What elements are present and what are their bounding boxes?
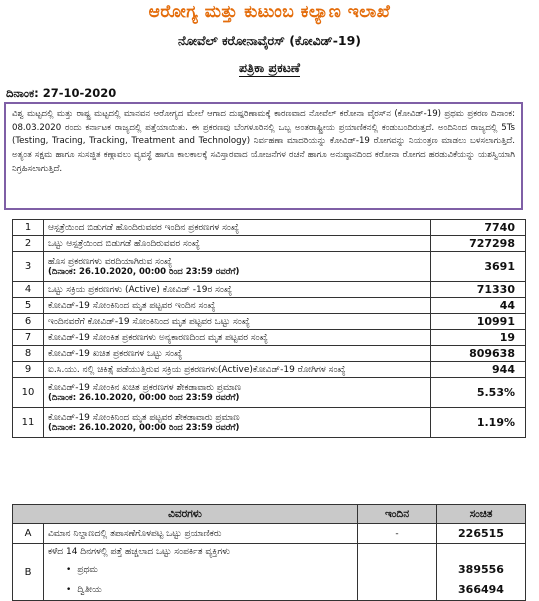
stats-row [13,236,526,252]
stats-row-label-text: ಇಂದಿನವರೆಗೆ ಕೋವಿಡ್-19 ಸೋಂಕಿನಿಂದ ಮೃತ ಪಟ್ಟವರ ಒಟ್ಟು ಸಂಖ್ಯೆ [48,316,250,327]
details-item-primary-total: 389556 [458,563,504,576]
stats-row-value: 5.53% [431,378,526,408]
stats-row-number: 1 [13,220,44,236]
details-header-row [13,505,526,524]
stats-row-label [44,408,431,438]
details-header-cumulative: ಸಂಚಿತ [437,505,526,524]
stats-row-value: 71330 [431,282,526,298]
details-row-key: A [13,524,44,544]
stats-table-body [13,220,526,438]
intro-paragraph: ವಿಶ್ವ ಮಟ್ಟದಲ್ಲಿ ಮತ್ತು ರಾಷ್ಟ್ರ ಮಟ್ಟದಲ್ಲಿ ಮಾನವನ ಆರೋಗ್ಯದ ಮೇಲೆ ಆಗಾದ ದುಷ್ಪರಿಣಾಮಕ್ಕೆ ಕಾರಣವಾದ ನೋವೆಲ್ ಕರೋನಾ ವೈರಸ್‌ನ (ಕೋವಿಡ್-19) ಪ್ರಥಮ ಪ್ರಕರಣ ದಿನಾಂಕ: 08.03.2020 ರಂದು ಕರ್ನಾಟಕ ರಾಜ್ಯದಲ್ಲಿ ಪತ್ತೆಯಾಯಿತು. ಈ ಪ್ರಕರಣವು ಬೆಂಗಳೂರಿನಲ್ಲಿ ಒಬ್ಬ ಅಂತರಾಷ್ಟ್ರೀಯ ಪ್ರಯಾಣಿಕನಲ್ಲಿ ಕಂಡುಬಂದಿರುತ್ತದೆ. ಅಂದಿನಿಂದ ರಾಜ್ಯದಲ್ಲಿ 5Ts (Testing, Tracing, Tracking, Treatment and Technology) ನಿರ್ವಹಣಾ ಮಾದರಿಯನ್ನು ಕೋವಿಡ್-19 ರೋಗವನ್ನು ನಿಯಂತ್ರಣ ಮಾಡಲು ಬಳಸಲಾಗುತ್ತಿದೆ. ಅತ್ಯಂತ ಸಕ್ಷಮ ಹಾಗೂ ಸುಸಜ್ಜಿತ ಕಣ್ಗಾವಲು ವ್ಯವಸ್ಥೆ ಹಾಗೂ ಕಾಲಕಾಲಕ್ಕೆ ಸವಿಸ್ತಾರವಾದ ಯೋಜನೆಗಳ ರಚನೆ ಹಾಗೂ ಅನುಷ್ಠಾನದಿಂದ ಕರೋನಾ ರೋಗದ ಹರಡುವಿಕೆಯನ್ನು ಯಶಸ್ವಿಯಾಗಿ ನಿಗ್ರಹಿಸಲಾಗುತ್ತಿದೆ. [4,102,523,210]
stats-row-label-text: ಒಟ್ಟು ಸಕ್ರಿಯ ಪ್ರಕರಣಗಳು (Active) ಕೋವಿಡ್ -19ರ ಸಂಖ್ಯೆ [48,284,233,295]
stats-row-number: 3 [13,252,44,282]
document-type [0,60,539,76]
stats-row-number: 10 [13,378,44,408]
stats-row-value: 7740 [431,220,526,236]
stats-row-label [44,314,431,330]
details-row-a [13,524,526,544]
stats-row-label-text: ಕೋವಿಡ್-19 ಸೋಂಕಿನಿಂದ ಮೃತ ಪಟ್ಟವರ ಇಂದಿನ ಸಂಖ್ಯೆ [48,300,216,311]
release-date: ದಿನಾಂಕ: 27-10-2020 [6,86,117,100]
stats-row-number: 11 [13,408,44,438]
stats-row-date-range: (ದಿನಾಂಕ: 26.10.2020, 00:00 ರಿಂದ 23:59 ರವರೆಗೆ) [48,266,240,277]
stats-row [13,362,526,378]
stats-row-number: 4 [13,282,44,298]
stats-row-label [44,346,431,362]
stats-row-label-text: ಐ.ಸಿ.ಯು. ನಲ್ಲಿ ಚಿಕಿತ್ಸೆ ಪಡೆಯುತ್ತಿರುವ ಸಕ್ರಿಯ ಪ್ರಕರಣಗಳು(Active)ಕೋವಿಡ್-19 ರೋಗಿಗಳ ಸಂಖ್ಯೆ [48,364,346,375]
stats-row-label-text: ಒಟ್ಟು ಆಸ್ಪತ್ರೆಯಿಂದ ಬಿಡುಗಡೆ ಹೊಂದಿರುವವರ ಸಂಖ್ಯೆ [48,238,200,249]
stats-row-number: 2 [13,236,44,252]
stats-row-date-range: (ದಿನಾಂಕ: 26.10.2020, 00:00 ರಿಂದ 23:59 ರವರೆಗೆ) [48,392,240,403]
details-row-label [44,544,358,601]
details-item-primary: • ಪ್ರಥಮ [48,560,353,580]
stats-row-number: 5 [13,298,44,314]
stats-row [13,252,526,282]
stats-row-label [44,282,431,298]
stats-row-label [44,362,431,378]
stats-row [13,282,526,298]
details-table [12,504,526,601]
stats-row-number: 9 [13,362,44,378]
stats-row-number: 6 [13,314,44,330]
details-row-b [13,544,526,601]
stats-row [13,346,526,362]
stats-row-label-text: ಕೋವಿಡ್-19 ಖಚಿತ ಪ್ರಕರಣಗಳ ಒಟ್ಟು ಸಂಖ್ಯೆ [48,348,183,359]
stats-row [13,330,526,346]
stats-row-label-text: ಕೋವಿಡ್-19 ಸೋಂಕಿನಿಂದ ಮೃತ ಪಟ್ಟವರ ಶೇಕಡಾವಾರು ಪ್ರಮಾಣ [48,412,240,423]
stats-row-label [44,252,431,282]
stats-row [13,378,526,408]
stats-row-number: 8 [13,346,44,362]
stats-row-label-text: ಕೋವಿಡ್-19 ಸೋಂಕಿನ ಖಚಿತ ಪ್ರಕರಣಗಳ ಶೇಕಡಾವಾರು ಪ್ರಮಾಣ [48,382,242,393]
stats-row-date-range: (ದಿನಾಂಕ: 26.10.2020, 00:00 ರಿಂದ 23:59 ರವರೆಗೆ) [48,422,240,433]
stats-table [12,219,526,438]
details-row-b-title: ಕಳೆದ 14 ದಿನಗಳಲ್ಲಿ ಪತ್ತೆ ಹಚ್ಚಲಾದ ಒಟ್ಟು ಸಂಪರ್ಕಿತ ವ್ಯಕ್ತಿಗಳು [48,547,230,557]
stats-row-value: 809638 [431,346,526,362]
details-row-today: - [358,524,437,544]
stats-row-value: 944 [431,362,526,378]
details-row-label: ವಿಮಾನ ನಿಲ್ದಾಣದಲ್ಲಿ ತಪಾಸಣೆಗೊಳಪಟ್ಟ ಒಟ್ಟು ಪ್ರಯಾಣಿಕರು [44,524,358,544]
stats-row-value: 44 [431,298,526,314]
document-type-label: ಪತ್ರಿಕಾ ಪ್ರಕಟಣೆ [238,60,300,75]
details-row-today [358,544,437,601]
stats-row-number: 7 [13,330,44,346]
stats-row-value: 19 [431,330,526,346]
stats-row-label-text: ಕೋವಿಡ್-19 ಸೋಂಕಿತ ಪ್ರಕರಣಗಳು ಅನ್ಯಕಾರಣದಿಂದ ಮೃತ ಪಟ್ಟವರ ಸಂಖ್ಯೆ [48,332,268,343]
stats-row-label [44,220,431,236]
stats-row-value: 10991 [431,314,526,330]
subject-title: ನೋವೆಲ್ ಕರೋನಾವೈರಸ್ (ಕೋವಿಡ್-19) [178,33,361,48]
details-item-secondary: • ದ್ವಿತೀಯ [48,580,353,600]
stats-row-label-text: ಆಸ್ಪತ್ರೆಯಿಂದ ಬಿಡುಗಡೆ ಹೊಂದಿರುವವರ ಇಂದಿನ ಪ್ರಕರಣಗಳ ಸಂಖ್ಯೆ [48,222,240,233]
details-header-description: ವಿವರಗಳು [13,505,358,524]
stats-row-label-text: ಹೊಸ ಪ್ರಕರಣಗಳು ವರದಿಯಾಗಿರುವ ಸಂಖ್ಯೆ [48,256,173,267]
stats-row-value: 3691 [431,252,526,282]
stats-row [13,314,526,330]
department-title: ಆರೋಗ್ಯ ಮತ್ತು ಕುಟುಂಬ ಕಲ್ಯಾಣ ಇಲಾಖೆ [148,2,391,22]
stats-row-label [44,236,431,252]
stats-row [13,220,526,236]
stats-row [13,408,526,438]
details-row-key: B [13,544,44,601]
details-row-totals [437,544,526,601]
stats-row-value: 1.19% [431,408,526,438]
stats-row [13,298,526,314]
details-row-total: 226515 [437,524,526,544]
stats-row-label [44,330,431,346]
details-header-today: ಇಂದಿನ [358,505,437,524]
details-item-secondary-total: 366494 [458,583,504,596]
stats-row-value: 727298 [431,236,526,252]
stats-row-label [44,378,431,408]
stats-row-label [44,298,431,314]
